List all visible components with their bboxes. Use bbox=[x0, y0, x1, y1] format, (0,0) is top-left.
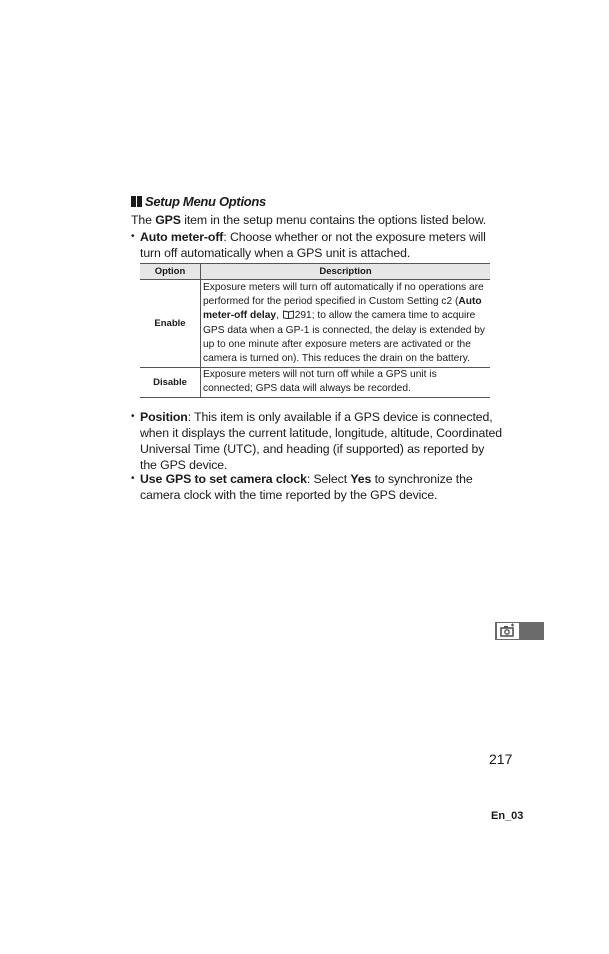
bullet-body: : Select bbox=[306, 472, 351, 486]
bullet-body: : This item is only available if a GPS device is connected, when it displays the current latitude, longitude, altitude, Coordinated Universal Time (UTC), and heading (if supported) as reported by the GPS device. bbox=[140, 410, 503, 472]
bullet-term: Auto meter-off bbox=[140, 230, 224, 244]
description-disable: Exposure meters will not turn off while a GPS unit is connected; GPS data will always be recorded. bbox=[201, 368, 491, 398]
bullet-text bbox=[140, 409, 503, 473]
table-row-enable bbox=[140, 280, 490, 368]
table-row-disable bbox=[140, 368, 490, 398]
bullet-marker: • bbox=[131, 231, 135, 242]
bullet-marker: • bbox=[131, 473, 135, 484]
options-table bbox=[140, 263, 490, 398]
setup-menu-tab bbox=[495, 622, 544, 640]
bullet-body: to synchronize the camera clock with the time reported by the GPS device. bbox=[140, 472, 473, 502]
desc-text: , bbox=[276, 310, 282, 321]
bullet-term: Position bbox=[140, 410, 188, 424]
bullet-marker: • bbox=[131, 411, 135, 422]
intro-text-2: item in the setup menu contains the options listed below. bbox=[180, 213, 487, 227]
desc-text: ; to allow the camera time to acquire GPS data when a GP-1 is connected, the delay is extended by up to one minute after exposure meters are activated or the camera is turned on). This reduces the drain on the battery. bbox=[203, 310, 486, 364]
page-number: 217 bbox=[489, 751, 513, 767]
section-marker-icon bbox=[131, 196, 142, 207]
bullet-body: : Choose whether or not the exposure meters will turn off automatically when a GPS unit is attached. bbox=[140, 230, 486, 260]
bullet-term: Use GPS to set camera clock bbox=[140, 472, 307, 486]
page-code: En_03 bbox=[491, 810, 524, 822]
header-option: Option bbox=[140, 264, 201, 280]
bullet-auto-meter-off bbox=[131, 229, 503, 261]
bullet-text bbox=[140, 471, 503, 503]
bullet-position bbox=[131, 409, 503, 473]
setup-menu-tab-icon bbox=[497, 623, 519, 639]
header-description: Description bbox=[201, 264, 491, 280]
section-title: Setup Menu Options bbox=[145, 194, 266, 209]
section-heading bbox=[131, 194, 266, 209]
bullet-set-camera-clock bbox=[131, 471, 503, 503]
bullet-text bbox=[140, 229, 503, 261]
desc-bold-term: Auto meter-off delay bbox=[203, 296, 482, 321]
intro-text-1: The bbox=[131, 213, 156, 227]
page-reference: 291 bbox=[294, 310, 312, 321]
option-disable: Disable bbox=[140, 368, 201, 398]
description-enable bbox=[201, 280, 491, 368]
table-header-row bbox=[140, 264, 490, 280]
desc-text: Exposure meters will turn off automatically if no operations are performed for the period specified in Custom Setting c2 ( bbox=[203, 282, 484, 307]
intro-paragraph bbox=[131, 212, 501, 228]
intro-gps-term: GPS bbox=[155, 213, 181, 227]
book-icon bbox=[283, 310, 294, 324]
option-enable: Enable bbox=[140, 280, 201, 368]
bullet-yes-term: Yes bbox=[350, 472, 372, 486]
